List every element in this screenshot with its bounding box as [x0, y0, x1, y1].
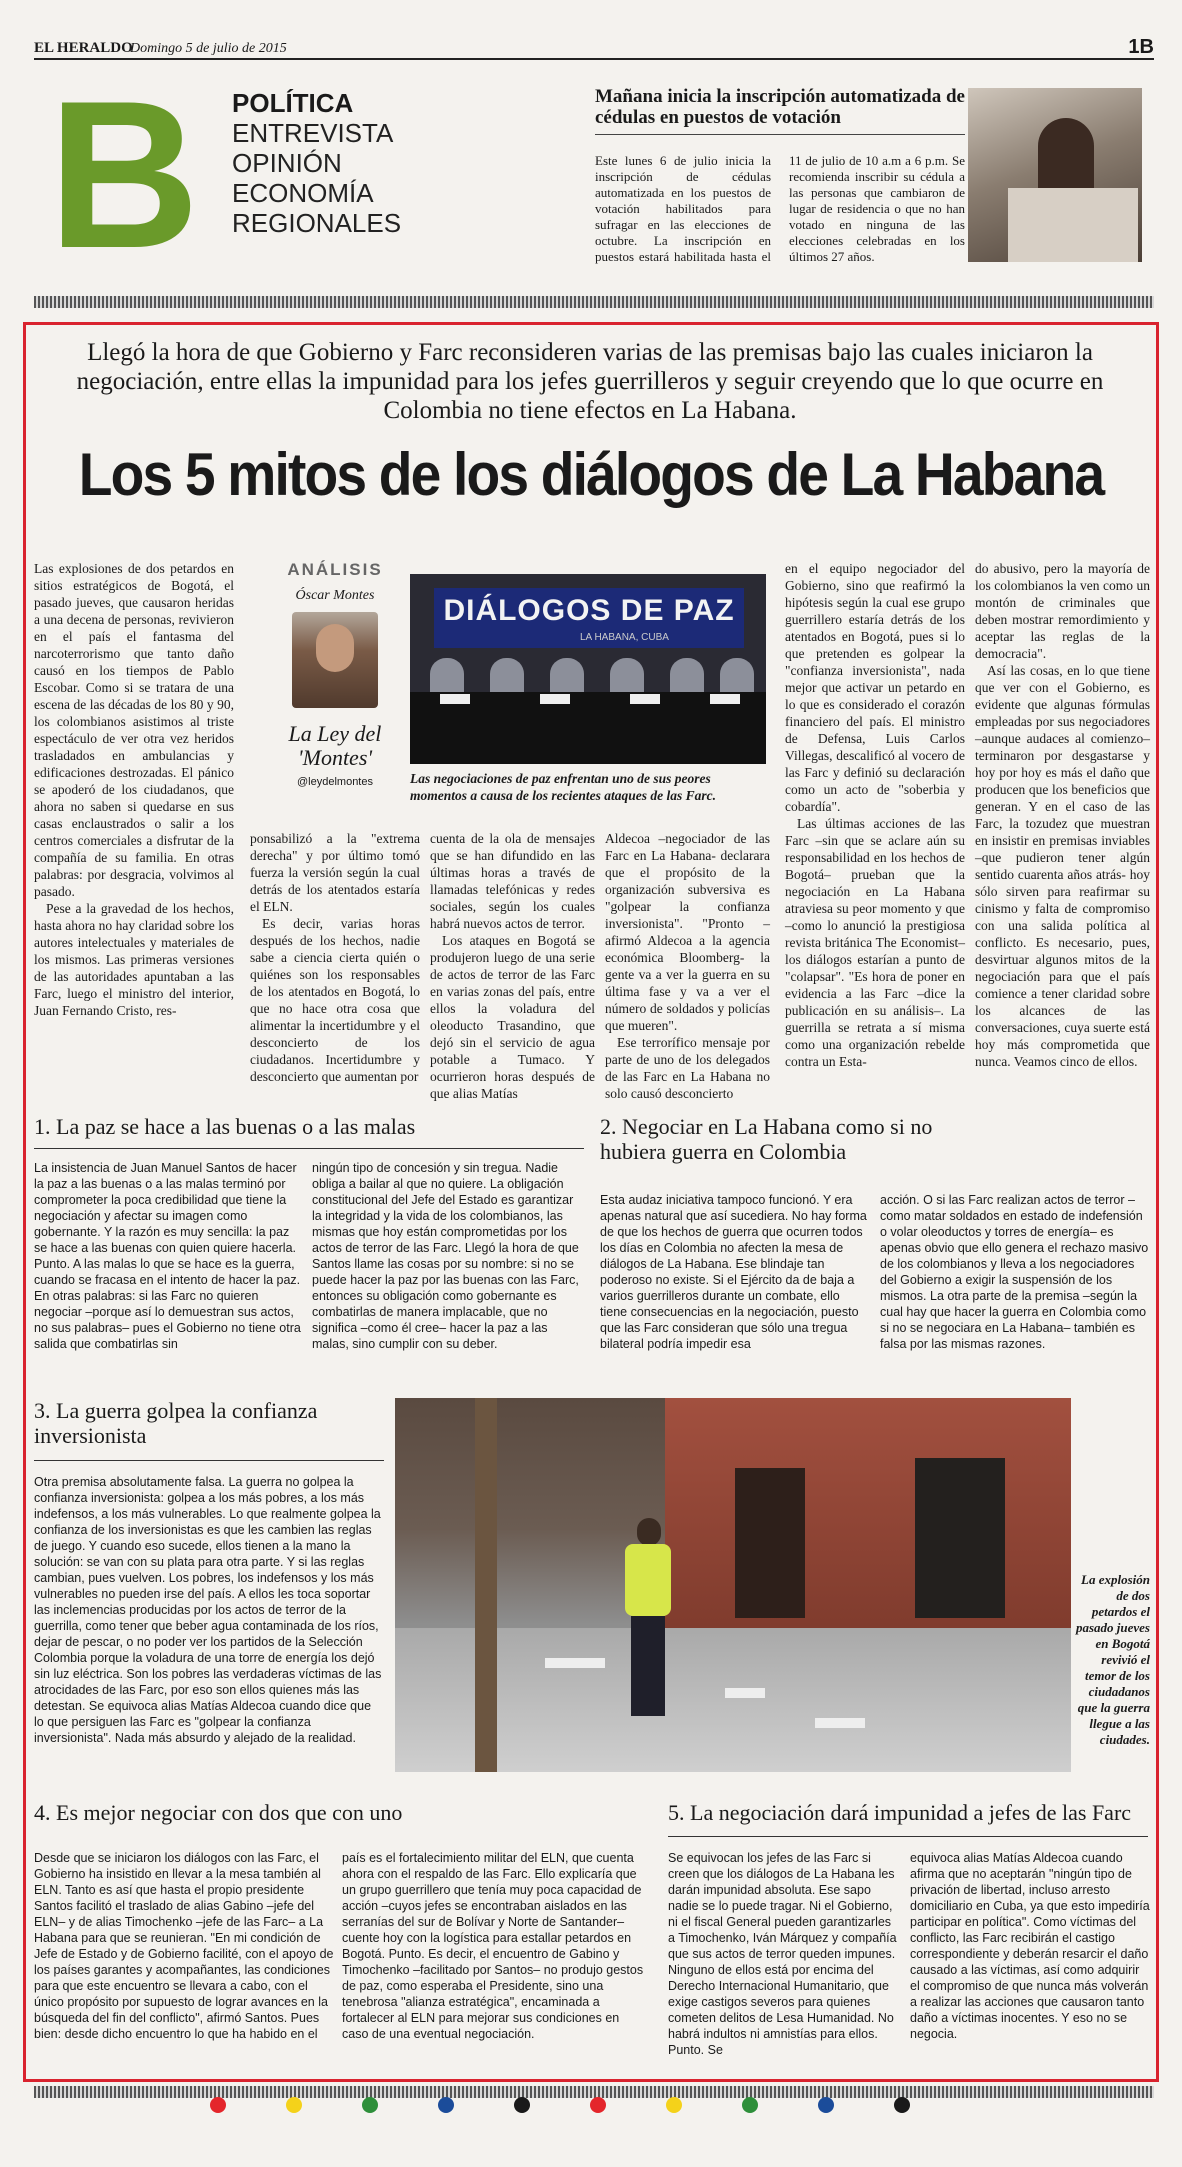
section-sub: OPINIÓN: [232, 148, 342, 178]
promo-title: Mañana inicia la inscripción automatizada de cédulas en puestos de votación: [595, 86, 965, 135]
article-deck: Llegó la hora de que Gobierno y Farc reconsideren varias de las premisas bajo las cuales iniciaron la negociación, entre ellas la impunidad para los jefes guerrilleros y seguir creyendo que lo que ocurre en Colombia no tiene efectos en La Habana.: [76, 339, 1104, 424]
color-dot: [514, 2097, 530, 2113]
photo-caption: La explosión de dos petardos el pasado jueves en Bogotá revivió el temor de los ciudadanos que la guerra llegue a las ciudades.: [1075, 1572, 1150, 1747]
photo-nameplate: [540, 694, 570, 704]
color-dot: [590, 2097, 606, 2113]
myth-1-title: 1. La paz se hace a las buenas o a las malas: [34, 1114, 416, 1139]
color-dot: [286, 2097, 302, 2113]
color-dot: [438, 2097, 454, 2113]
paragraph: Los ataques en Bogotá se produjeron luego de una serie de actos de terror de las Farc en varias zonas del país, entre ellos la voladura del oleoducto Trasandino, que dejó sin el servicio de agua potable a Tumaco. Y ocurrieron horas después de que alias Matías: [430, 933, 595, 1101]
page-number: 1B: [1128, 36, 1154, 58]
article-column: [975, 560, 1150, 1070]
myth-4-text: Desde que se iniciaron los diálogos con las Farc, el Gobierno ha insistido en llevar a la mesa también al ELN. Tanto es así que hasta el propio presidente Santos facilitó el traslado de alias Gabino –jefe del ELN– y de alias Timochenko –jefe de las Farc– a La Habana para que se reunieran. "En mi condición de Jefe de Estado y de Gobierno facilité, con el apoyo de los países garantes y acompañantes, las condiciones para que este encuentro se llevara a cabo, con el único propósito por supuesto de lograr avances en la búsqueda del fin del conflicto", afirmó Santos. Pues bien: desde dicho encuentro lo que ha habido en el: [34, 1851, 334, 2041]
section-list: [232, 88, 401, 238]
color-dot: [894, 2097, 910, 2113]
photo-debris: [815, 1718, 865, 1728]
myth-2-title: 2. Negociar en La Habana como si no hubiera guerra en Colombia: [600, 1114, 933, 1164]
myth-5-title: 5. La negociación dará impunidad a jefes de las Farc: [668, 1800, 1132, 1825]
section-sub: REGIONALES: [232, 208, 402, 238]
article-column: [430, 830, 595, 1102]
paragraph: Las últimas acciones de las Farc –sin que se aclare aún su responsabilidad en los hechos de Bogotá– prueban que la negociación en La Habana atraviesa su peor momento y que –como lo anunció la prestigiosa revista británica The Economist– los diálogos estarían a punto de "colapsar". "Es hora de poner en evidencia a las Farc –dice la publicación en su análisis–. La guerrilla se retrata a sí misma como una organización rebelde contra un Esta-: [785, 816, 965, 1069]
explosion-photo: [395, 1398, 1071, 1772]
photo-figure: [1008, 188, 1138, 262]
promo-body: Este lunes 6 de julio inicia la inscripción de cédulas automatizada en los puestos de votación habilitados para sufragar en las elecciones de octubre. La inscripción en puestos estará habilitada hasta el 11 de julio de 10 a.m a 6 p.m. Se recomienda inscribir su cédula a las personas que cambiaron de lugar de residencia o que no han votado en ninguna de las elecciones celebradas en los últimos 27 años.: [595, 153, 965, 264]
section-main: POLÍTICA: [232, 88, 354, 118]
article-headline: Los 5 mitos de los diálogos de La Habana: [78, 441, 1104, 508]
myth-4-text: país es el fortalecimiento militar del ELN, que cuenta ahora con el respaldo de las Farc. Ello explicaría que un grupo guerrillero que tenía muy poca capacidad de acción –cuyos jefes se encontraban aislados en las serranías del sur de Bolívar y Norte de Santander– cuente hoy con la logística para estallar petardos en Bogotá. Punto. Es decir, el encuentro de Gabino y Timochenko –facilitado por Santos– no produjo gestos de paz, como esperaba el Presidente, sino una tenebrosa "alianza estratégica", encaminada a fortalecer al ELN para mejorar sus condiciones en caso de una eventual negociación.: [342, 1851, 644, 2041]
color-dot: [362, 2097, 378, 2113]
paragraph: Es decir, varias horas después de los hechos, nadie sabe a ciencia cierta quién o quiénes son los responsables de los atentados en Bogotá, lo que no hace otra cosa que alimentar la incertidumbre y el desconcierto de los ciudadanos. Incertidumbre y desconcierto que aumentan por: [250, 916, 420, 1084]
section-letter: B: [48, 57, 200, 292]
author-photo: [292, 612, 378, 708]
analysis-kicker: ANÁLISIS: [287, 560, 383, 579]
photo-banner: DIÁLOGOS DE PAZ: [434, 588, 744, 648]
paragraph: Pese a la gravedad de los hechos, hasta ahora no hay claridad sobre los autores intelectuales y materiales de los mismos. Las primeras versiones de las autoridades apuntaban a las Farc, luego el ministro del interior, Juan Fernando Cristo, res-: [34, 901, 234, 1018]
paragraph: Ese terrorífico mensaje por parte de uno de los delegados de las Farc en La Habana no solo causó desconcierto: [605, 1035, 770, 1101]
article-column: [785, 560, 965, 1070]
myth-5-text: Se equivocan los jefes de las Farc si creen que los diálogos de La Habana les darán impunidad absoluta. Ese sapo nadie se lo puede tragar. Ni el Gobierno, ni el fiscal General pueden garantizarles a Timochenko, Iván Márquez y compañía que sus actos de terror queden impunes. Ninguno de ellos está por encima del Derecho Internacional Humanitario, que exige castigos severos para quienes cometen delitos de Lesa Humanidad. No habrá indultos ni amnistías para ellos. Punto. Se: [668, 1851, 897, 2057]
myth-divider: [34, 1148, 584, 1149]
column-name: La Ley del 'Montes': [288, 721, 382, 770]
photo-doorway: [915, 1458, 1005, 1618]
myth-4-title: 4. Es mejor negociar con dos que con uno: [34, 1800, 403, 1825]
myth-2-text: Esta audaz iniciativa tampoco funcionó. Y era apenas natural que así sucediera. No hay forma de que los hechos de guerra que ocurren todos los días en Colombia no afecten la mesa de diálogos de La Habana. Ese blindaje tan poderoso no existe. Si el Ejército da de baja a varios guerrilleros durante un combate, ello tiene consecuencias en la negociación, puesto que las Farc consideran que sólo una tregua bilateral podría impedir esa: [600, 1193, 867, 1351]
issue-date: Domingo 5 de julio de 2015: [130, 41, 287, 56]
myth-2-text: acción. O si las Farc realizan actos de terror –como matar soldados en estado de indefensión o volar oleoductos y torres de energía– es apenas obvio que ello genera el rechazo masivo de los colombianos y lleva a los negociadores del Gobierno a exigir la suspensión de los mismos. La otra parte de la premisa –según la cual hay que hacer la guerra en Colombia como si no se negociara en La Habana– también es falsa por las mismas razones.: [880, 1193, 1149, 1351]
myth-1-text: La insistencia de Juan Manuel Santos de hacer la paz a las buenas o a las malas terminó por comprometer la poca credibilidad que tiene la negociación y afectar su imagen como gobernante. Y la razón es muy sencilla: la paz se hace a las buenas con quien quiere hacerla. Punto. A las malas lo que se hace es la guerra, cuando se fracasa en el intento de hacer la paz. En otras palabras: si las Farc no quieren negociar –porque así lo demuestran sus actos, no sus palabras– pues el Gobierno no tiene otra salida que combatirlas sin: [34, 1161, 301, 1351]
photo-figure: [625, 1518, 671, 1718]
twitter-handle: @leydelmontes: [297, 776, 373, 788]
photo-nameplate: [630, 694, 660, 704]
article-column: [250, 830, 420, 1085]
paragraph: Aldecoa –negociador de las Farc en La Habana- declarara que el propósito de la organización subversiva es "golpear la confianza inversionista". "Pronto –afirmó Aldecoa a la agencia económica Bloomberg- la gente va a ver la guerra en su última fase y va a ver el número de soldados y policías que mueren".: [605, 831, 770, 1033]
paragraph: Las explosiones de dos petardos en sitios estratégicos de Bogotá, el pasado jueves, que causaron heridas a una decena de personas, revivieron en el país el fantasma del narcoterrorismo que tanto daño causó en los tiempos de Pablo Escobar. Como si se tratara de una escena de las décadas de los 80 y 90, los colombianos asistimos al triste espectáculo de ver otra vez heridos trasladados en ambulancias y edificaciones destrozadas. El pánico se apoderó de los ciudadanos, que ahora no saben si quedarse en sus casas enclaustrados o salir a los centros comerciales a disfrutar de la compañía de su familia. En otras palabras: por desgracia, volvimos al pasado.: [34, 561, 234, 899]
myth-3-text: Otra premisa absolutamente falsa. La guerra no golpea la confianza inversionista: golpea a los más pobres, a los más indefensos, a los más vulnerables. Lo que realmente golpea la confianza de los inversionistas es que les cambien las reglas de juego. Y cuando eso sucede, ellos tienen a la mano la solución: se van con su plata para otra parte. Y si las reglas cambian, pues vuelven. Los pobres, los indefensos y los más vulnerables no pueden irse del país. A ellos les toca soportar las inclemencias producidas por los actos de terror de la guerrilla, como tener que beber agua contaminada de los ríos, dejar de pescar, o no poder ver los partidos de la Selección Colombia porque la voladura de una torre de energía los dejó sin luz eléctrica. Son los pobres las verdaderas víctimas de las atrocidades de las Farc, por eso son ellos quienes más las detestan. Se equivoca alias Matías Aldecoa cuando dice que lo que persiguen las Farc es "golpear la confianza inversionista". Nada más absurdo y alejado de la realidad.: [34, 1475, 382, 1745]
paragraph: ponsabilizó a la "extrema derecha" y por último tomó fuerza la versión según la cual detrás de los atentados estaría el ELN.: [250, 831, 420, 914]
article-column: [34, 560, 234, 1019]
photo-building: [665, 1398, 1071, 1648]
section-sub: ENTREVISTA: [232, 118, 394, 148]
photo-debris: [725, 1688, 765, 1698]
newspaper-name: EL HERALDO: [34, 40, 133, 56]
photo-doorway: [735, 1468, 805, 1618]
paragraph: cuenta de la ola de mensajes que se han difundido en las últimas horas a través de llamadas telefónicas y redes sociales, según los cuales habrá nuevos actos de terror.: [430, 831, 595, 931]
photo-banner-sub: LA HABANA, CUBA: [580, 632, 669, 643]
halftone-divider: [34, 296, 1154, 308]
paragraph: do abusivo, pero la mayoría de los colombianos la ven como un montón de criminales que deben mostrar remordimiento y aceptar las reglas de la democracia".: [975, 561, 1150, 661]
analysis-box: [250, 560, 420, 788]
color-dot: [210, 2097, 226, 2113]
article-column: [605, 830, 770, 1102]
myth-divider: [34, 1460, 384, 1461]
registration-colorbar: [210, 2095, 990, 2115]
promo-box: [595, 86, 965, 265]
color-dot: [742, 2097, 758, 2113]
promo-photo: [968, 88, 1142, 262]
photo-nameplate: [440, 694, 470, 704]
photo-nameplate: [710, 694, 740, 704]
photo-caption: Las negociaciones de paz enfrentan uno de sus peores momentos a causa de los recientes ataques de las Farc.: [410, 771, 716, 803]
section-sub: ECONOMÍA: [232, 178, 374, 208]
myth-3-title: 3. La guerra golpea la confianza inversionista: [34, 1398, 318, 1448]
myth-5-text: equivoca alias Matías Aldecoa cuando afirma que no aceptarán "ningún tipo de privación de libertad, incluso arresto domiciliario en Cuba, ya que esto impediría participar en política". Como víctimas del conflicto, las Farc recibirán el castigo correspondiente y deberán resarcir el daño causado a las víctimas, así como adquirir el compromiso de que nunca más volverán a realizar las acciones que causaron tanto daño a víctimas inocentes. Y eso no se negocia.: [910, 1851, 1150, 2041]
dialogos-photo: [410, 574, 766, 764]
photo-pole: [475, 1398, 497, 1772]
color-dot: [818, 2097, 834, 2113]
masthead: [34, 36, 1154, 60]
myth-1-text: ningún tipo de concesión y sin tregua. Nadie obliga a bailar al que no quiere. La obligación constitucional del Jefe del Estado es garantizar la integridad y la vida de los colombianos, las mismas que hoy están comprometidas por los actos de terror de las Farc. Llegó la hora de que Santos llame las cosas por su nombre: si no se puede hacer la paz por las buenas con las Farc, entonces su obligación como gobernante es combatirlas de manera implacable, que no significa –como él cree– hacer la paz a las malas, sino cumplir con su deber.: [312, 1161, 579, 1351]
paragraph: Así las cosas, en lo que tiene que ver con el Gobierno, es evidente que algunas fórmulas empleadas por sus negociadores –aunque audaces al comienzo– terminaron por desgastarse y hoy por hoy es más el daño que producen que los beneficios que generan. Y en el caso de las Farc, la tozudez que muestran en insistir en premisas inviables –que pudieron tener algún sentido cuarenta años atrás- hoy sólo sirven para reafirmar su cinismo y falta de compromiso con una salida política al conflicto. Es necesario, pues, desvirtuar algunos mitos de la negociación para que el país comience a tener claridad sobre los alcances de las conversaciones, cuya suerte está hoy más comprometida que nunca. Veamos cinco de ellos.: [975, 663, 1150, 1069]
author-name: Óscar Montes: [295, 588, 375, 603]
color-dot: [666, 2097, 682, 2113]
photo-debris: [545, 1658, 605, 1668]
myth-divider: [668, 1836, 1148, 1837]
photo-figure: [1038, 118, 1094, 198]
paragraph: en el equipo negociador del Gobierno, sino que reafirmó la hipótesis según la cual ese grupo guerrillero estaría detrás de los atentados en Bogotá, pues si lo que pretenden es golpear la "confianza inversionista", nada mejor que activar un petardo en lo que es considerado el corazón financiero del país. El ministro de Defensa, Luis Carlos Villegas, descalificó al vocero de las Farc y definió su declaración como un acto de "soberbia y cobardía".: [785, 561, 965, 814]
